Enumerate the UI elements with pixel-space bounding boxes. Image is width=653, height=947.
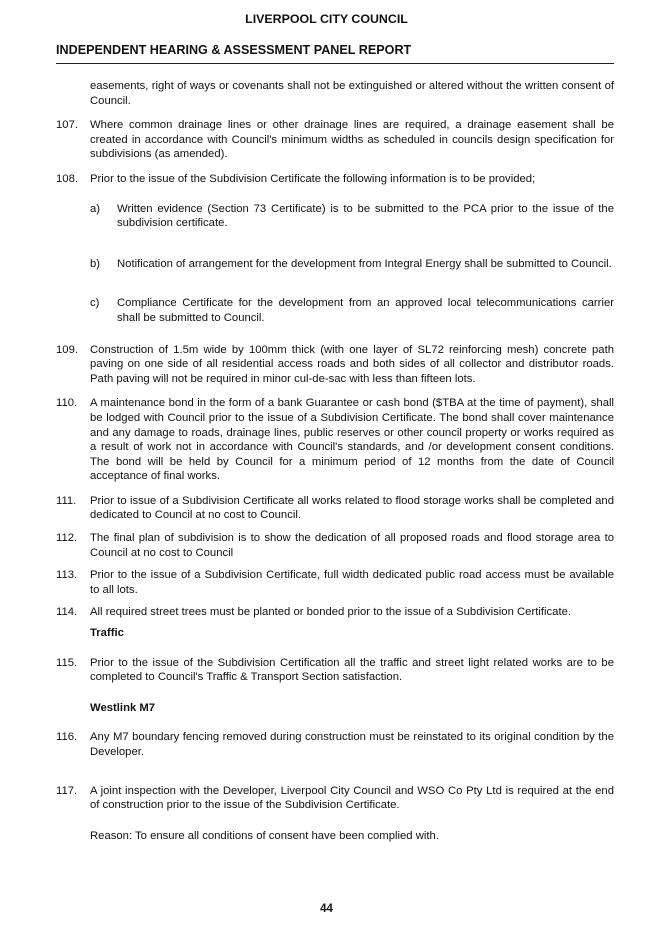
reason-statement: Reason: To ensure all conditions of consent have been complied with. (90, 829, 439, 842)
intro-continuation: easements, right of ways or covenants shall not be extinguished or altered without the written consent of Council. (90, 80, 614, 107)
condition-117 (56, 784, 614, 813)
report-title: INDEPENDENT HEARING & ASSESSMENT PANEL REPORT (56, 43, 412, 57)
condition-114 (56, 605, 614, 620)
condition-115 (56, 656, 614, 685)
condition-text: Where common drainage lines or other drainage lines are required, a drainage easement shall be created in accordance with Council's minimum widths as scheduled in councils design specification for subdivisions (as amended). (90, 119, 614, 161)
sub-text: Written evidence (Section 73 Certificate) is to be submitted to the PCA prior to the issue of the subdivision certificate. (117, 202, 614, 230)
sub-text: Notification of arrangement for the development from Integral Energy shall be submitted to Council. (117, 257, 612, 270)
condition-number: 107. (56, 119, 78, 132)
condition-number: 112. (56, 532, 78, 545)
condition-text: Any M7 boundary fencing removed during construction must be reinstated to its original condition by the Developer. (90, 731, 614, 758)
condition-text: The final plan of subdivision is to show the dedication of all proposed roads and flood storage area to Council at no cost to Council (90, 532, 614, 559)
condition-112 (56, 531, 614, 560)
condition-107 (56, 118, 614, 162)
condition-108 (56, 172, 614, 187)
condition-109 (56, 343, 614, 387)
page-header: LIVERPOOL CITY COUNCIL (245, 12, 408, 26)
condition-111 (56, 494, 614, 523)
condition-text: Prior to issue of a Subdivision Certificate all works related to flood storage works shall be completed and dedicated to Council at no cost to Council. (90, 494, 614, 522)
condition-108-a (90, 202, 614, 231)
section-heading-westlink-m7: Westlink M7 (90, 701, 156, 714)
condition-text: Prior to the issue of a Subdivision Certificate, full width dedicated public road access must be available to all lots. (90, 569, 614, 596)
condition-113 (56, 568, 614, 597)
condition-number: 117. (56, 784, 78, 797)
condition-text: A maintenance bond in the form of a bank Guarantee or cash bond ($TBA at the time of payment), shall be lodged with Council prior to the issue of a Subdivision Certificate. The bond shall cover maintenance and any damage to roads, drainage lines, public reserves or other council property or works required as a result of work not in accordance with Council's standards, and /or development consent conditions. The bond will be held by Council for a minimum period of 12 months from the date of Council acceptance of final works. (90, 397, 614, 483)
condition-number: 110. (56, 397, 78, 410)
page-number: 44 (320, 903, 333, 915)
condition-text: Prior to the issue of the Subdivision Certificate the following information is to be provided; (90, 172, 536, 185)
condition-number: 109. (56, 343, 78, 356)
condition-number: 114. (56, 606, 78, 619)
condition-108-c (90, 296, 614, 325)
condition-110 (56, 396, 614, 484)
header-rule (56, 63, 614, 64)
sub-label: c) (90, 297, 100, 310)
sub-text: Compliance Certificate for the development from an approved local telecommunications carrier shall be submitted to Council. (117, 297, 614, 324)
condition-116 (56, 730, 614, 759)
condition-text: A joint inspection with the Developer, Liverpool City Council and WSO Co Pty Ltd is required at the end of construction prior to the issue of the Subdivision Certificate. (90, 784, 614, 812)
sub-label: a) (90, 202, 101, 215)
condition-108-b (90, 257, 614, 272)
condition-number: 115. (56, 656, 78, 669)
condition-number: 116. (56, 731, 78, 744)
sub-label: b) (90, 257, 101, 270)
section-heading-traffic: Traffic (90, 627, 124, 640)
document-body (56, 79, 614, 843)
condition-text: Construction of 1.5m wide by 100mm thick (with one layer of SL72 reinforcing mesh) concrete path paving on one side of all residential access roads and both sides of all collector and distributor roads. Path paving will not be required in minor cul-de-sac with less than fifteen lots. (90, 343, 614, 385)
condition-number: 108. (56, 172, 78, 185)
condition-text: Prior to the issue of the Subdivision Certification all the traffic and street light related works are to be completed to Council's Traffic & Transport Section satisfaction. (90, 656, 614, 684)
condition-number: 111. (56, 494, 77, 507)
condition-text: All required street trees must be planted or bonded prior to the issue of a Subdivision Certificate. (90, 606, 572, 619)
condition-number: 113. (56, 569, 78, 582)
